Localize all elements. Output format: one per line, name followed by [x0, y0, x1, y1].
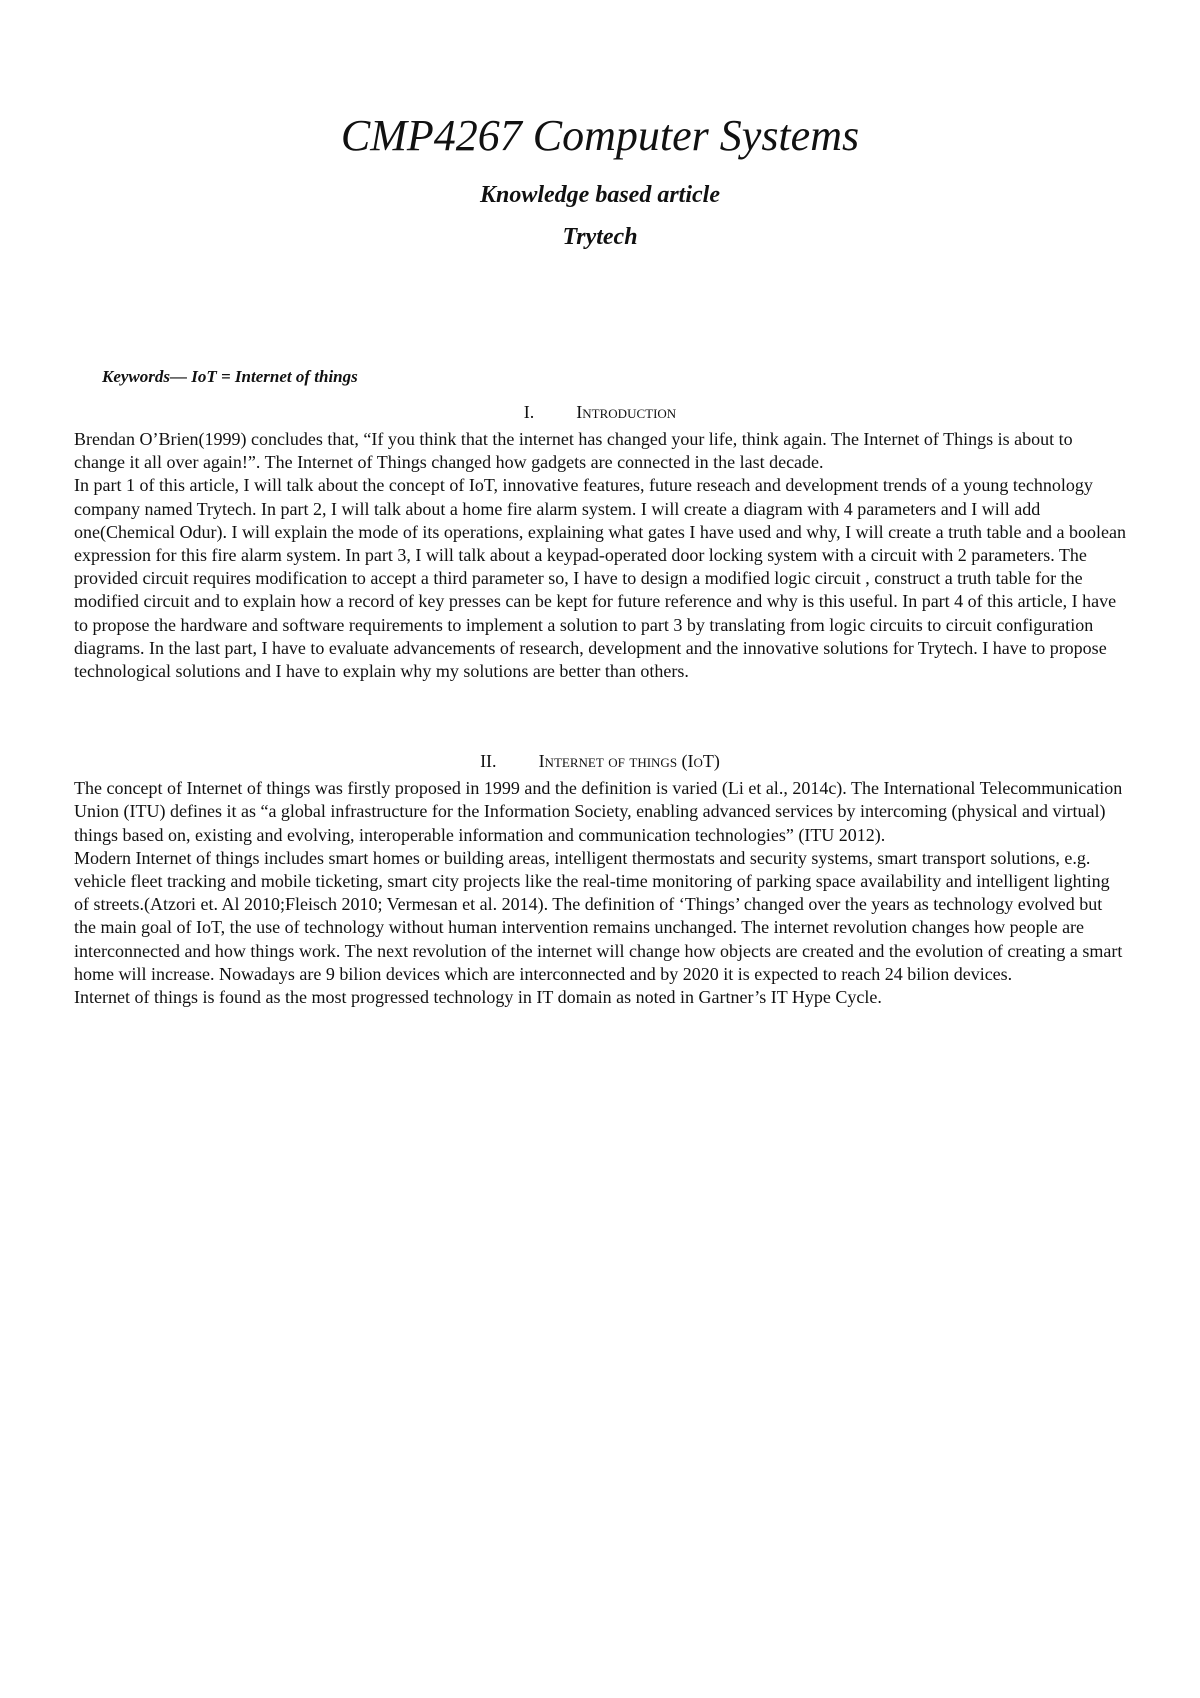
paragraph: The concept of Internet of things was firstly proposed in 1999 and the definition is varied (Li et al., 2014c). The International Telecommunication Union (ITU) defines it as “a global infrastructure for the Information Society, enabling advanced services by intercoming (physical and virtual) things based on, existing and evolving, interoperable information and communication technologies” (ITU 2012).	[74, 778, 1123, 845]
section-body-internet-of-things	[74, 773, 1126, 1009]
section-heading-introduction	[74, 388, 1126, 424]
paragraph: Brendan O’Brien(1999) concludes that, “If you think that the internet has changed your life, think again. The Internet of Things is about to change it all over again!”. The Internet of Things changed how gadgets are connected in the last decade.	[74, 429, 1073, 473]
document-title: CMP4267 Computer Systems	[340, 111, 860, 160]
document-subtitle: Knowledge based article	[480, 182, 720, 208]
section-title: Introduction	[576, 402, 677, 422]
section-title: Internet of things (IoT)	[538, 751, 720, 772]
keywords-line: Keywords— IoT = Internet of things	[102, 367, 358, 386]
section-number: II.	[480, 751, 497, 772]
paragraph: Modern Internet of things includes smart homes or building areas, intelligent thermostats and security systems, smart transport solutions, e.g. vehicle fleet tracking and mobile ticketing, smart city projects like the real-time monitoring of parking space availability and intelligent lighting of streets.(Atzori et. Al 2010;Fleisch 2010; Vermesan et al. 2014). The definition of ‘Things’ changed over the years as technology evolved but the main goal of IoT, the use of technology without human intervention remains unchanged. The internet revolution changes how people are interconnected and how things work. The next revolution of the internet will change how objects are created and the evolution of creating a smart home will increase. Nowadays are 9 bilion devices which are interconnected and by 2020 it is expected to reach 24 bilion devices.	[74, 847, 1123, 984]
paragraph: Internet of things is found as the most progressed technology in IT domain as noted in Gartner’s IT Hype Cycle.	[74, 987, 882, 1008]
section-body-introduction	[74, 424, 1126, 683]
section-number: I.	[523, 402, 535, 422]
company-name: Trytech	[562, 224, 638, 250]
paragraph: In part 1 of this article, I will talk about the concept of IoT, innovative features, future reseach and development trends of a young technology company named Trytech. In part 2, I will talk about a home fire alarm system. I will create a diagram with 4 parameters and I will add one(Chemical Odur). I will explain the mode of its operations, explaining what gates I have used and why, I will create a truth table and a boolean expression for this fire alarm system. In part 3, I will talk about a keypad-operated door locking system with a circuit with 2 parameters. The provided circuit requires modification to accept a third parameter so, I have to design a modified logic circuit , construct a truth table for the modified circuit and to explain how a record of key presses can be kept for future reference and why is this useful. In part 4 of this article, I have to propose the hardware and software requirements to implement a solution to part 3 by translating from logic circuits to circuit configuration diagrams. In the last part, I have to evaluate advancements of research, development and the innovative solutions for Trytech. I have to propose technological solutions and I have to explain why my solutions are better than others.	[74, 475, 1126, 682]
section-heading-internet-of-things	[74, 683, 1126, 773]
